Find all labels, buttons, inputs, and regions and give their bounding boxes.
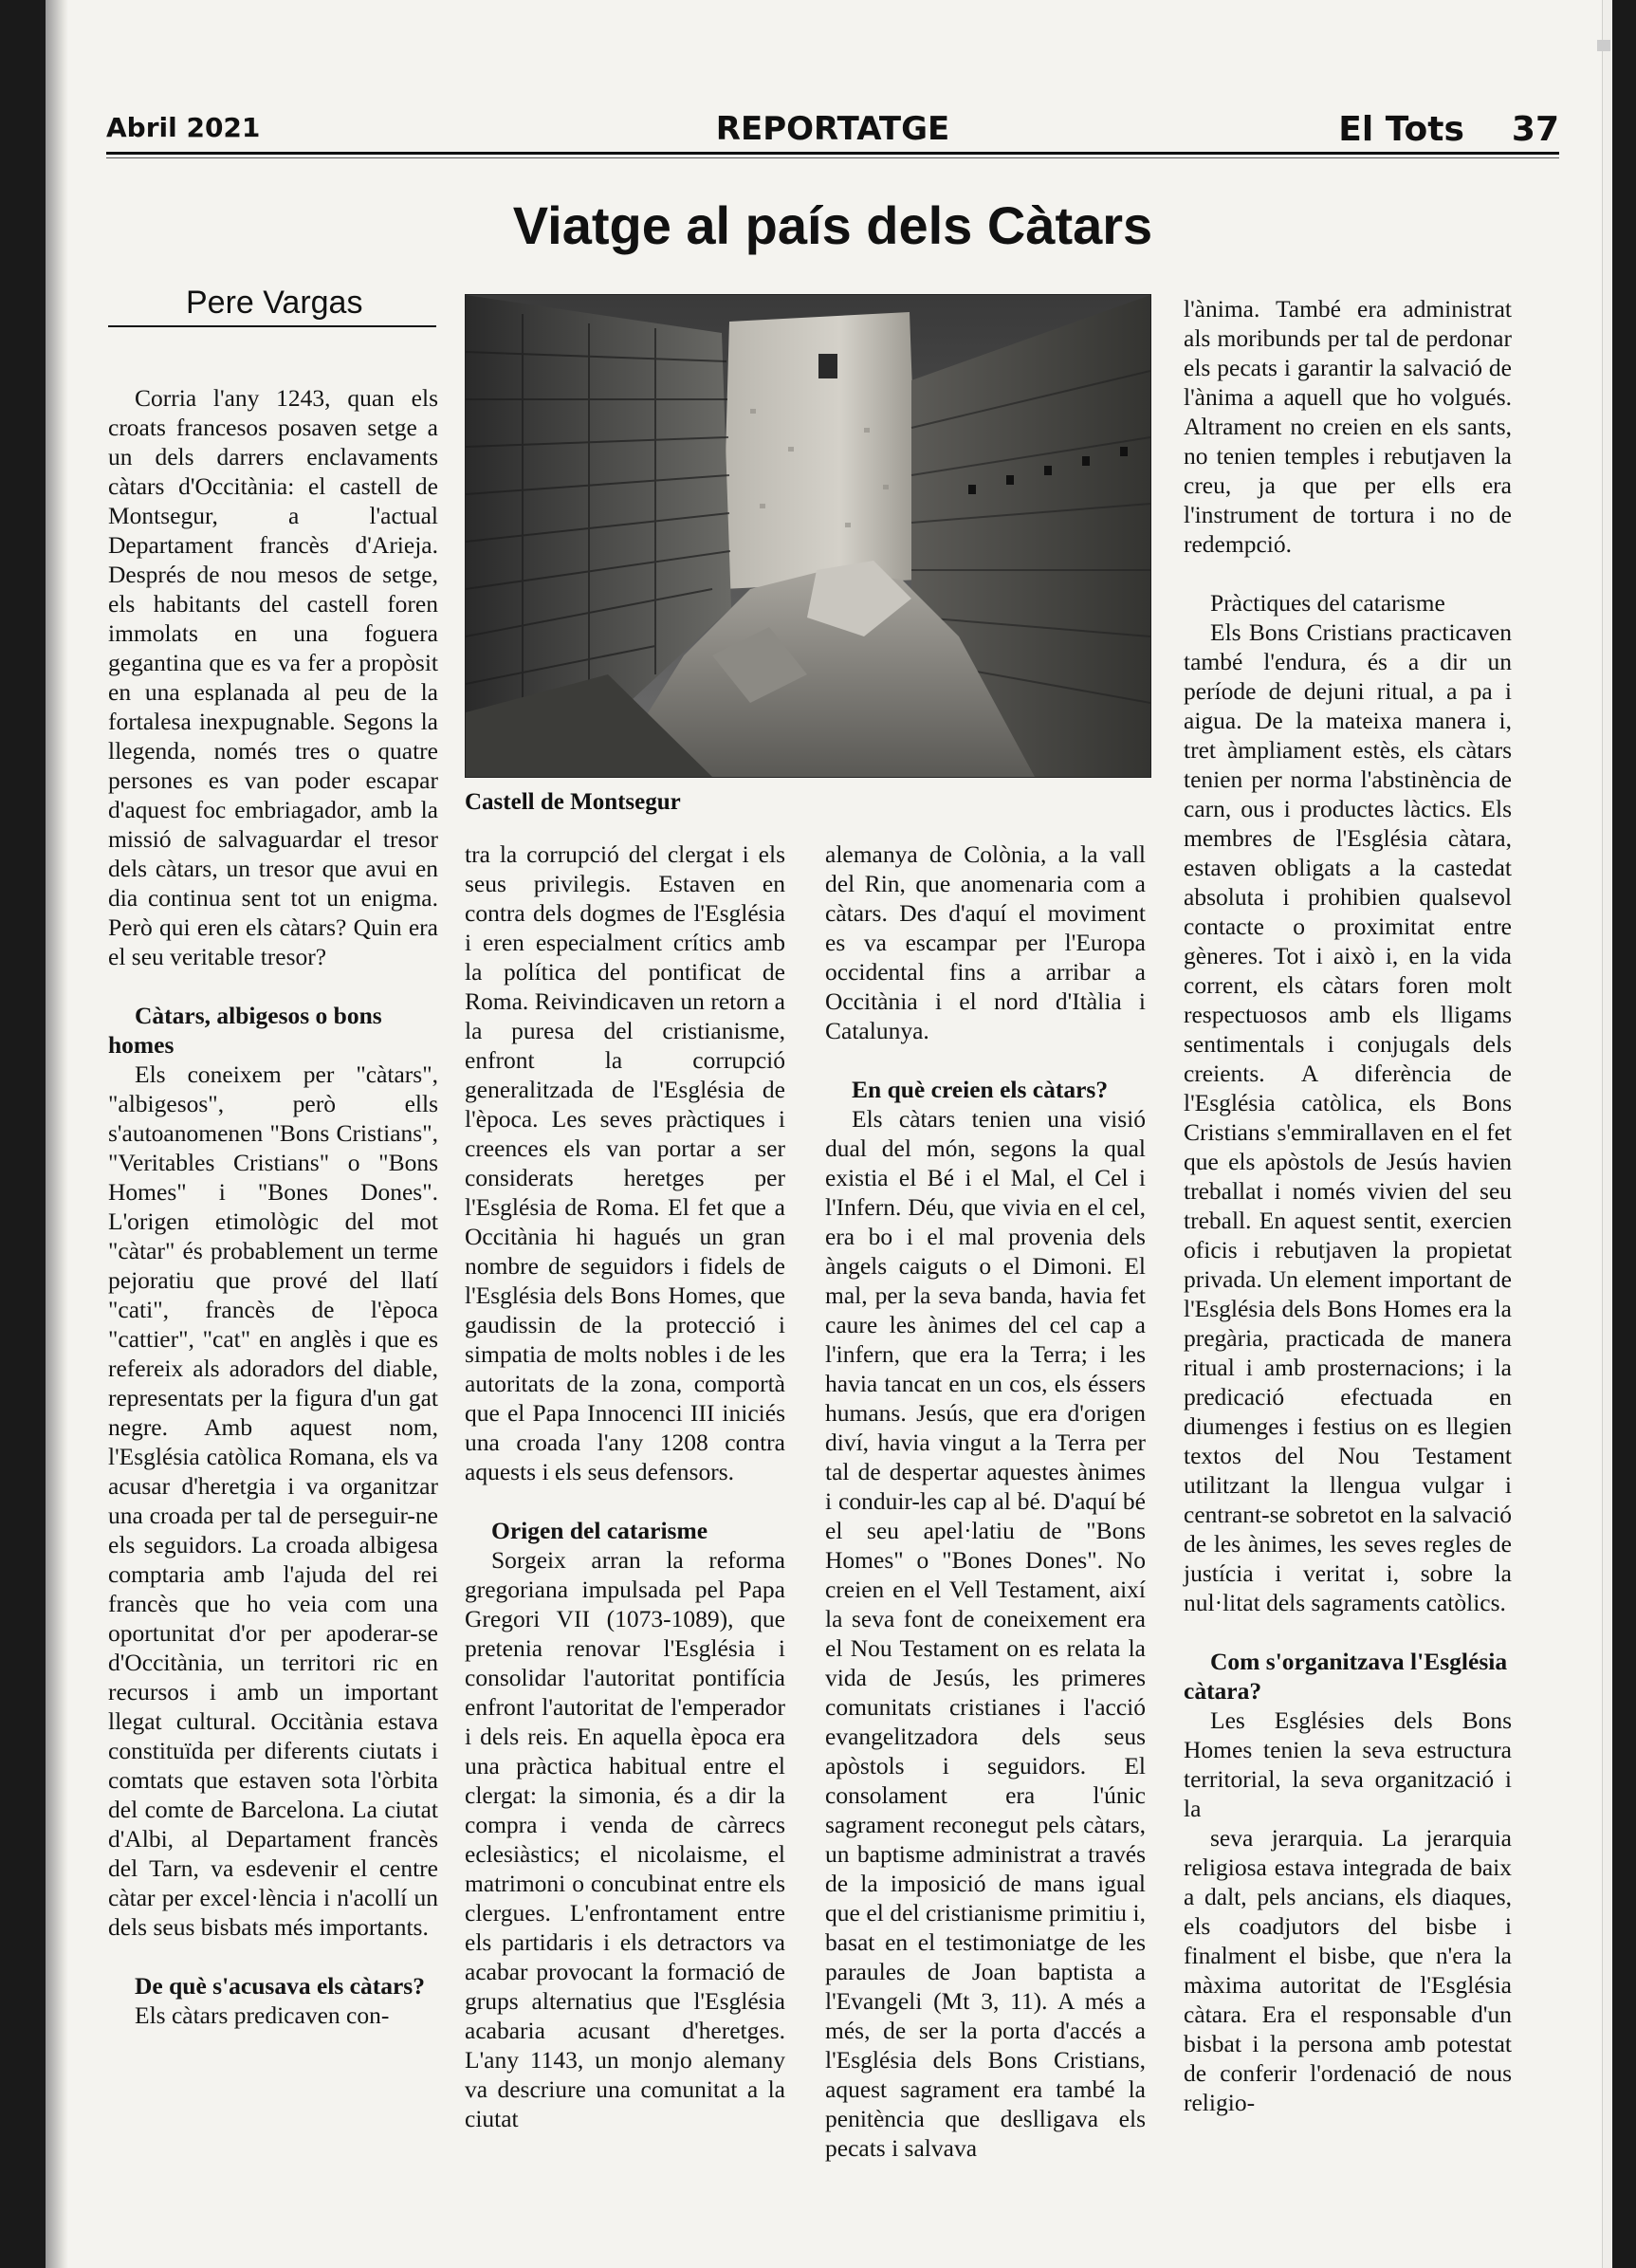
- newspaper-page: [46, 0, 1612, 2268]
- paragraph-organitzacio: Les Esglésies dels Bons Homes tenien la seva estructura territorial, la seva organització i la: [1184, 1706, 1512, 1822]
- page-edge: [1602, 0, 1612, 2268]
- paragraph-acusacions: Els càtars predicaven con-: [135, 2001, 390, 2029]
- subheading-organitzacio: Com s'organitzava l'Església càtara?: [1184, 1648, 1508, 1705]
- page-fold-shadow: [46, 0, 68, 2268]
- paragraph-origen: Sorgeix arran la reforma gregoriana impulsada pel Papa Gregori VII (1073-1089), que pretenia renovar l'Església i consolidar l'autoritat pontifícia enfront l'autoritat de l'emperador i dels reis. En aquella època era una pràctica habitual entre el clergat: la simonia, és a dir la compra i venda de càrrecs eclesiàstics; el nicolaisme, el matrimoni o concubinat entre els clergues. L'enfrontament entre els partidaris i els detractors va acabar provocant la formació de grups alternatius que l'Església acabaria acusant d'heretges. L'any 1143, un monjo alemany va descriure una comunitat a la ciutat: [465, 1546, 785, 2132]
- author-rule: [108, 325, 436, 327]
- scan-corner-mark: [1597, 40, 1610, 51]
- column-2: [465, 839, 785, 2133]
- publication-info: [1338, 110, 1559, 149]
- issue-date: Abril 2021: [106, 112, 261, 143]
- column-4: [1184, 294, 1512, 2117]
- subheading-origen: Origen del catarisme: [491, 1517, 708, 1544]
- article-title: Viatge al país dels Càtars: [512, 195, 1153, 255]
- header-rule-thin: [106, 157, 1559, 158]
- paragraph-jerarquia: seva jerarquia. La jerarquia religiosa estava integrada de baix a dalt, pels ancians, els diaques, els coadjutors del bisbe i finalment el bisbe, que n'era la màxima autoritat de l'Església càtara. Era el responsable d'un bisbat i la persona amb potestat de conferir l'ordenació de nous religio-: [1184, 1824, 1512, 2116]
- column-1: [108, 383, 438, 2030]
- subheading-acusacions: De què s'acusava els càtars?: [135, 1972, 425, 2000]
- paragraph-intro: Corria l'any 1243, quan els croats francesos posaven setge a un dels darrers enclavaments càtars d'Occitània: el castell de Montsegur, a l'actual Departament francès d'Arieja. Després de nou mesos de setge, els habitants del castell foren immolats en una foguera gegantina que es va fer a propòsit en una esplanada al peu de la fortalesa inexpugnable. Segons la llegenda, només tres o quatre persones es van poder escapar d'aquest foc embriagador, amb la missió de salvaguardar el tresor dels càtars, un tresor que avui en dia continua sent tot un enigma. Però qui eren els càtars? Quin era el seu veritable tresor?: [108, 384, 438, 970]
- section-name: REPORTATGE: [715, 110, 950, 148]
- header-rule: [106, 152, 1559, 155]
- paragraph-creences: Els càtars tenien una visió dual del món, segons la qual existia el Bé i el Mal, el Cel i l'Infern. Déu, que vivia en el cel, era bo i el mal provenia dels àngels caiguts o el Dimoni. El mal, per la seva banda, havia fet caure les ànimes del cel cap a l'infern, que era la Terra; i les havia tancat en un cos, els éssers humans. Jesús, que era d'origen diví, havia vingut a la Terra per tal de despertar aquestes ànimes i conduir-les cap al bé. D'aquí bé el seu apel·latiu de "Bons Homes" o "Bones Dones". No creien en el Vell Testament, així la seva font de coneixement era el Nou Testament on es relata la vida de Jesús, les primeres comunitats cristianes i l'acció evangelitzadora dels seus apòstols i seguidors. El consolament era l'únic sagrament reconegut pels càtars, un baptisme administrat a través de la imposició de mans igual que el del cristianisme primitiu i, basat en el testimoniatge de les paraules de Joan baptista a l'Evangeli (Mt 3, 11). A més a més, de ser la porta d'accés a l'Església dels Bons Cristians, aquest sagrament era també la penitència que deslligava els pecats i salvava: [825, 1105, 1146, 2162]
- paragraph-names: Els coneixem per "càtars", "albigesos", però ells s'autoanomenen "Bons Cristians", "Veritables Cristians" o "Bons Homes" i "Bones Dones". L'origen etimològic del mot "càtar" és probablement un terme pejoratiu que prové del llatí "cati", francès de l'època "cattier", "cat" en anglès i que es refereix als adoradors del diable, representats per la figura d'un gat negre. Amb aquest nom, l'Església catòlica Romana, els va acusar d'heretgia i va organitzar una croada per tal de perseguir-ne els seguidors. La croada albigesa comptaria amb l'ajuda del rei francès que ho veia com una oportunitat d'or per apoderar-se d'Occitània, un territori ric en recursos i amb un important llegat cultural. Occitània estava constituïda per diferents ciutats i comtats que estaven sota l'òrbita del comte de Barcelona. La ciutat d'Albi, al Departament francès del Tarn, va esdevenir el centre càtar per excel·lència i n'acollí un dels seus bisbats més importants.: [108, 1060, 438, 1941]
- paragraph-anima: l'ànima. També era administrat als moribunds per tal de perdonar els pecats i garantir la salvació de l'ànima a aquell que ho volgués. Altrament no creien en els sants, no tenien temples i rebutjaven la creu, ja que per ells era l'instrument de tortura i no de redempció.: [1184, 295, 1512, 558]
- page-number: 37: [1511, 110, 1559, 149]
- subheading-practiques: Pràctiques del catarisme: [1210, 589, 1445, 617]
- page-header: [106, 106, 1559, 163]
- article-author: Pere Vargas: [186, 285, 363, 321]
- subheading-catars-albigesos: Càtars, albigesos o bons homes: [108, 1002, 382, 1059]
- paragraph-colonia: alemanya de Colònia, a la vall del Rin, que anomenaria com a càtars. Des d'aquí el moviment es va escampar per l'Europa occidental fins a arribar a Occitània i el nord d'Itàlia i Catalunya.: [825, 840, 1146, 1044]
- column-3: [825, 839, 1146, 2163]
- subheading-creences: En què creien els càtars?: [852, 1076, 1109, 1103]
- castle-photo: [465, 294, 1151, 778]
- paragraph-practiques: Els Bons Cristians practicaven també l'endura, és a dir un període de dejuni ritual, a pa i aigua. De la mateixa manera i, tret àmpliament estès, els càtars tenien per norma l'abstinència de carn, ous i productes làctics. Els membres de l'Església càtara, estaven obligats a la castedat absoluta i prohibien qualsevol contacte o proximitat entre gèneres. Tot i això i, en la vida corrent, els càtars foren molt respectuosos amb els lligams sentimentals i conjugals dels creients. A diferència de l'Església catòlica, els Bons Cristians s'emmirallaven en el fet que els apòstols de Jesús havien treballat i només vivien del seu treball. En aquest sentit, exercien oficis i rebutjaven la propietat privada. Un element important de l'Església dels Bons Homes era la pregària, practicada de manera ritual i amb prosternacions; i la predicació efectuada en diumenges i festius on es llegien textos del Nou Testament utilitzant la llengua vulgar i centrant-se sobretot en la salvació de les ànimes, les seves regles de justícia i veritat i, sobre la nul·litat dels sagraments catòlics.: [1184, 618, 1512, 1616]
- photo-caption: Castell de Montsegur: [465, 789, 681, 815]
- paragraph-corrupcio: tra la corrupció del clergat i els seus privilegis. Estaven en contra dels dogmes de l'Església i eren especialment crítics amb la política del pontificat de Roma. Reivindicaven un retorn a la puresa del cristianisme, enfront la corrupció generalitzada de l'Església de l'època. Les seves pràctiques i creences els van portar a ser considerats heretges per l'Església de Roma. El fet que a Occitània hi hagués un gran nombre de seguidors i fidels de l'Església dels Bons Homes, que gaudissin de la protecció i simpatia de molts nobles i de les autoritats de la zona, comportà que el Papa Innocenci III iniciés una croada l'any 1208 contra aquests i els seus defensors.: [465, 840, 785, 1485]
- publication-name: El Tots: [1338, 110, 1464, 149]
